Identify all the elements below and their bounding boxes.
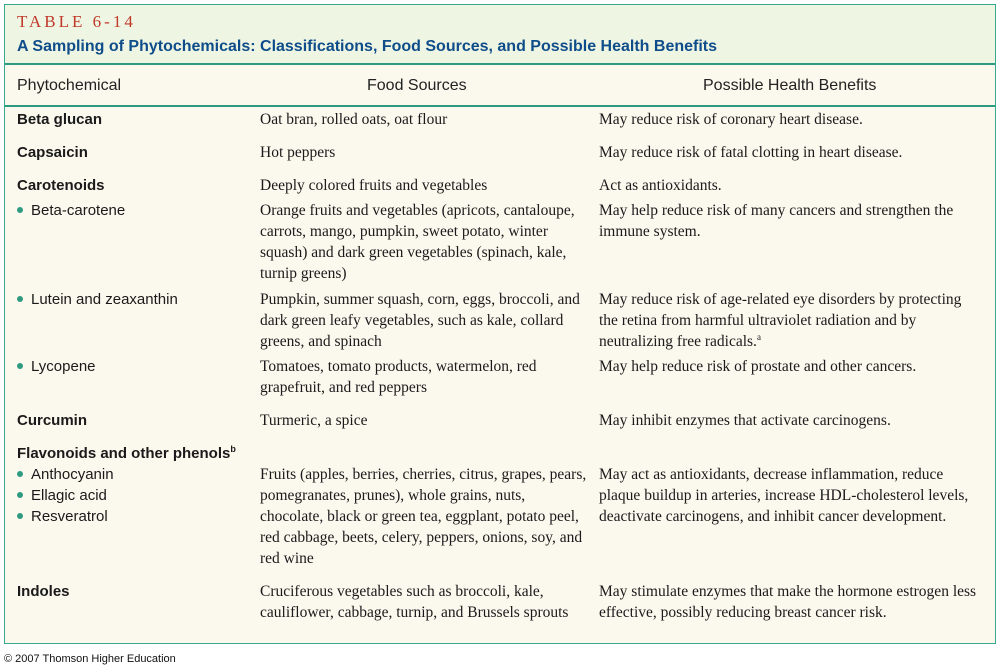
row-name: Beta glucan <box>17 111 103 128</box>
row-food: Fruits (apples, berries, cherries, citrus, grapes, pears, pomegranates, prunes), whole grains, nuts, chocolate, black or green tea, eggplant, potato peel, red cabbage, beets, celery, peppers, onions, soy, and red wine <box>260 466 587 567</box>
table-title: A Sampling of Phytochemicals: Classifications, Food Sources, and Possible Health Benefits <box>17 38 718 55</box>
row-food: Pumpkin, summer squash, corn, eggs, broccoli, and dark green leafy vegetables, such as kale, collard greens, and spinach <box>260 291 580 350</box>
row-benefit: Act as antioxidants. <box>599 177 722 194</box>
bullet-icon <box>17 492 23 498</box>
footnote-marker: b <box>230 444 236 454</box>
footnote-marker: a <box>756 331 761 342</box>
table-number: TABLE 6-14 <box>17 12 136 31</box>
bullet-icon <box>17 296 23 302</box>
bullet-icon <box>17 513 23 519</box>
sub-row-name: Ellagic acid <box>17 485 252 506</box>
row-name: Carotenoids <box>17 177 105 194</box>
table-frame <box>4 4 996 644</box>
column-header-food-sources: Food Sources <box>367 77 467 94</box>
row-benefit: May help reduce risk of prostate and other cancers. <box>599 358 917 375</box>
sub-row-name: Lycopene <box>17 356 252 377</box>
sub-row-name: Lutein and zeaxanthin <box>17 289 252 310</box>
row-food: Deeply colored fruits and vegetables <box>260 177 488 194</box>
title-band <box>5 5 995 65</box>
bullet-icon <box>17 207 23 213</box>
header-row <box>5 65 995 107</box>
bullet-icon <box>17 471 23 477</box>
column-header-benefits: Possible Health Benefits <box>703 77 877 94</box>
row-name: Flavonoids and other phenols$^b$ <box>17 444 236 462</box>
copyright-notice: © 2007 Thomson Higher Education <box>4 653 176 665</box>
row-food: Hot peppers <box>260 144 336 161</box>
row-benefit: May inhibit enzymes that activate carcinogens. <box>599 412 891 429</box>
row-benefit: May reduce risk of age-related eye disorders by protecting the retina from harmful ultraviolet radiation and by neutralizing free radicals.$^a$ <box>599 291 962 350</box>
bullet-icon <box>17 363 23 369</box>
row-food: Oat bran, rolled oats, oat flour <box>260 111 448 128</box>
row-benefit: May stimulate enzymes that make the hormone estrogen less effective, possibly reducing breast cancer risk. <box>599 583 977 621</box>
sub-row-name: Beta-carotene <box>17 200 252 221</box>
sub-row-name: Resveratrol <box>17 506 252 527</box>
row-benefit: May reduce risk of fatal clotting in heart disease. <box>599 144 903 161</box>
sub-row-name: Anthocyanin <box>17 464 252 485</box>
column-header-phytochemical: Phytochemical <box>17 77 122 94</box>
row-benefit: May act as antioxidants, decrease inflammation, reduce plaque buildup in arteries, increase HDL-cholesterol levels, deactivate carcinogens, and inhibit cancer development. <box>599 466 969 525</box>
row-name: Capsaicin <box>17 144 88 161</box>
row-food: Turmeric, a spice <box>260 412 368 429</box>
row-benefit: May help reduce risk of many cancers and strengthen the immune system. <box>599 202 954 240</box>
row-food: Cruciferous vegetables such as broccoli, kale, cauliflower, cabbage, turnip, and Brussels sprouts <box>260 583 569 621</box>
row-name: Indoles <box>17 583 70 600</box>
row-benefit: May reduce risk of coronary heart disease. <box>599 111 863 128</box>
row-food: Orange fruits and vegetables (apricots, cantaloupe, carrots, mango, pumpkin, sweet potato, winter squash) and dark green vegetables (spinach, kale, turnip greens) <box>260 202 575 282</box>
row-name: Curcumin <box>17 412 88 429</box>
row-food: Tomatoes, tomato products, watermelon, red grapefruit, and red peppers <box>260 358 537 396</box>
